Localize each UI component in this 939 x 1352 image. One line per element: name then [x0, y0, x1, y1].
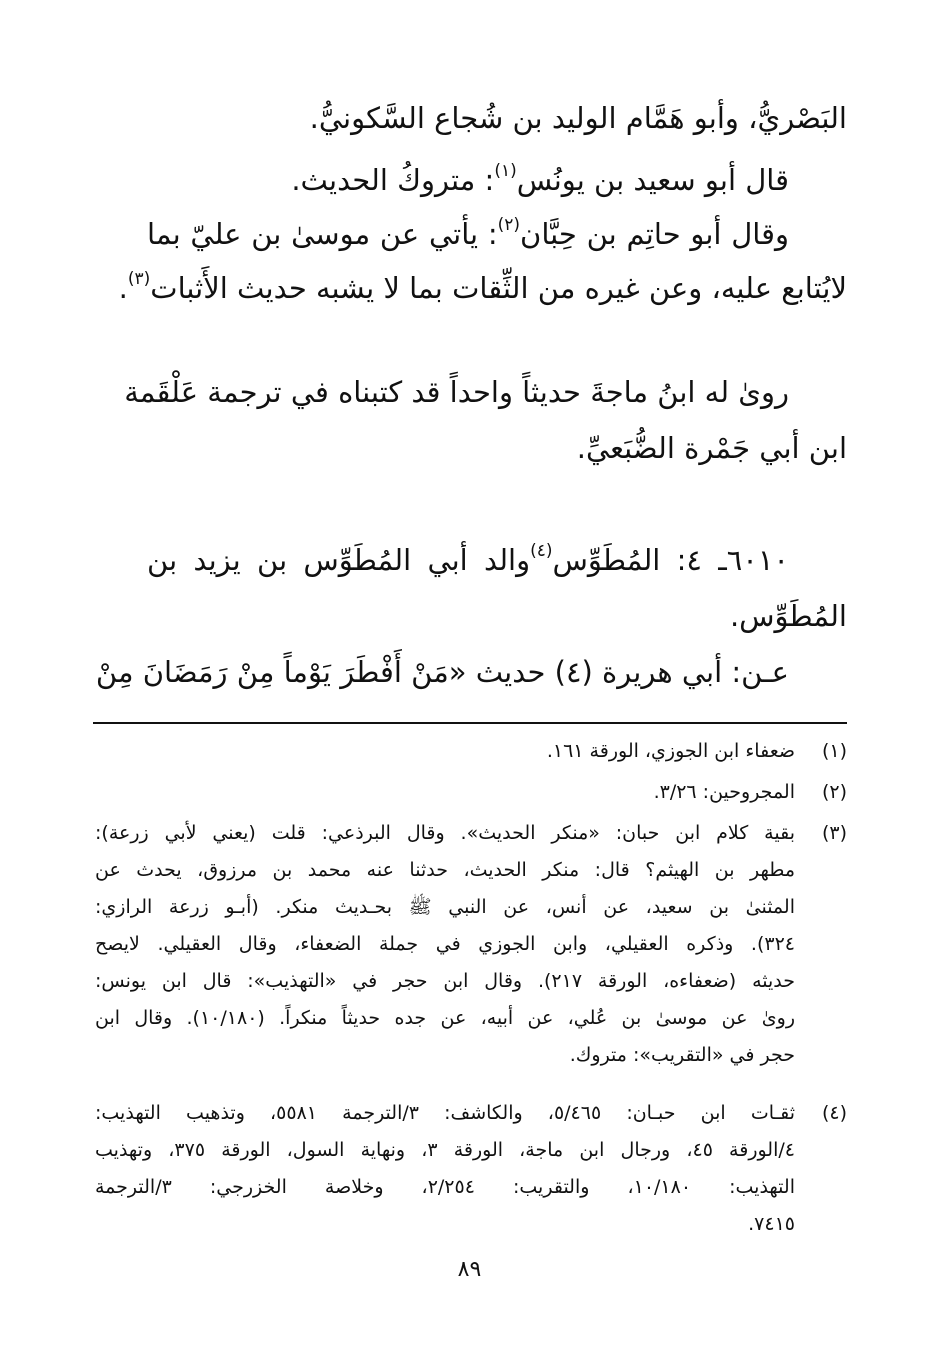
footnote-3-line-5: حديثه (ضعفاءه، الورقة ٢١٧). وقال ابن حجر في «التهذيب»: قال ابن يونس: — [95, 970, 795, 992]
footnote-3-line-4: ٣٢٤). وذكره العقيلي، وابن الجوزي في جملة الضعفاء، وقال العقيلي. لايصح — [95, 933, 795, 955]
text-line-5-content: روىٰ له ابنُ ماجةَ حديثاً واحداً قد كتبناه في ترجمة عَلْقَمة — [124, 375, 789, 409]
footnote-2-number: (٢) — [821, 781, 847, 803]
footnote-1-number: (١) — [821, 740, 847, 762]
text-line-4-part-b: . — [118, 271, 128, 305]
footnote-3-line-2: مطهر بن الهيثم؟ قال: منكر الحديث، حدثنا عنه محمد بن مرزوق، يحدث عن — [95, 859, 795, 881]
text-line-3 — [147, 214, 789, 254]
text-line-4-part-a: لايُتابع عليه، وعن غيره من الثِّقات بما لا يشبه حديث الأَثبات — [150, 271, 847, 305]
footnote-3-line-7: حجر في «التقريب»: متروك. — [569, 1044, 795, 1066]
text-line-8-content: المُطَوِّس. — [729, 599, 847, 633]
footnote-3-line-1: بقية كلام ابن حبان: «منكر الحديث». وقال البرذعي: قلت (يعني لأبي زرعة): — [95, 822, 795, 844]
entry-heading-line — [147, 540, 789, 580]
footnote-2-line-1: المجروحين: ٣/٢٦. — [653, 781, 795, 803]
text-line-2-part-b: : متروكُ الحديث. — [291, 163, 495, 197]
footnote-4-line-3: التهذيب: ١٠/١٨٠، والتقريب: ٢/٢٥٤، وخلاصة الخزرجي: ٣/الترجمة — [95, 1176, 795, 1198]
text-line-5 — [124, 372, 789, 412]
footnote-separator — [93, 722, 847, 724]
text-line-9 — [95, 652, 789, 692]
text-line-6 — [147, 428, 847, 468]
text-line-2 — [147, 160, 789, 200]
text-line-8 — [147, 596, 847, 636]
footnote-4-line-4: ٧٤١٥. — [748, 1213, 795, 1235]
footnote-4-line-1: ثقـات ابن حبـان: ٥/٤٦٥، والكاشف: ٣/الترجمة ٥٥٨١، وتذهيب التهذيب: — [95, 1102, 795, 1124]
footnote-4-line-2: ٤/الورقة ٤٥، ورجال ابن ماجة، الورقة ٣، ونهاية السول، الورقة ٣٧٥، وتهذيب — [95, 1139, 795, 1161]
text-line-1 — [147, 98, 847, 138]
footnote-1-line-1: ضعفاء ابن الجوزي، الورقة ١٦١. — [546, 740, 795, 762]
footnote-4-number: (٤) — [821, 1102, 847, 1124]
footnote-ref-2[interactable]: (٢) — [497, 215, 521, 235]
footnote-3-line-6: روىٰ عن موسىٰ بن عُلي، عن أبيه، عن جده حديثاً منكراً. (١٠/١٨٠). وقال ابن — [95, 1007, 796, 1029]
text-line-2-part-a: قال أبو سعيد بن يونُس — [516, 163, 789, 197]
text-line-9-content: عـن: أبي هريرة (٤) حديث «مَنْ أَفْطَرَ يَوْماً مِنْ رَمَضَانَ مِنْ — [95, 655, 789, 689]
text-line-6-content: ابن أبي جَمْرة الضُّبَعيِّ. — [576, 431, 847, 465]
entry-heading-part-a: ٦٠١٠ـ ٤: المُطَوِّس — [552, 543, 790, 577]
text-line-1-content: البَصْريُّ، وأبو هَمَّام الوليد بن شُجاع السَّكونيُّ. — [309, 101, 847, 135]
footnote-3-number: (٣) — [821, 822, 847, 844]
footnote-ref-3[interactable]: (٣) — [127, 269, 151, 289]
footnote-3-line-3: المثنىٰ بن سعيد، عن أنس، عن النبي ﷺ بحـديث منكر. (أبـو زرعة الرازي: — [95, 896, 795, 918]
text-line-3-part-a: وقال أبو حاتِم بن حِبَّان — [520, 217, 789, 251]
footnote-ref-1[interactable]: (١) — [494, 161, 517, 181]
entry-heading-part-b: والد أبي المُطَوِّس بن يزيد بن — [147, 543, 531, 577]
footnote-ref-4[interactable]: (٤) — [530, 541, 553, 561]
text-line-3-part-b: : يأتي عن موسىٰ بن عليّ بما — [147, 217, 498, 251]
page-number: ٨٩ — [457, 1257, 482, 1282]
text-line-4 — [118, 268, 847, 308]
